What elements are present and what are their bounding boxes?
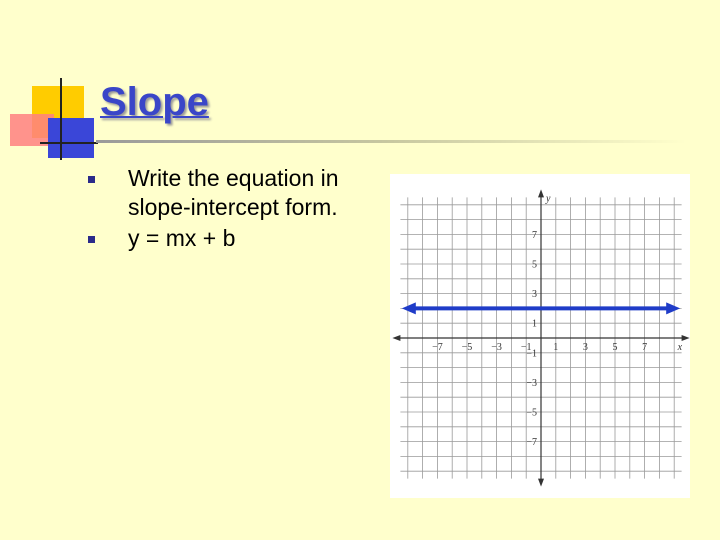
- bullet-item: [88, 164, 398, 222]
- bullet-text: Write the equation in slope-intercept form.: [128, 165, 339, 220]
- bullet-item: [88, 224, 398, 253]
- x-tick-label: 3: [582, 342, 588, 353]
- y-tick-label: −3: [526, 377, 537, 389]
- x-axis-right-arrow-icon: [682, 335, 690, 341]
- y-axis-up-arrow-icon: [538, 189, 544, 197]
- y-tick-label: −7: [526, 437, 537, 449]
- y-tick-label: −5: [526, 407, 537, 419]
- line-left-arrow-icon: [402, 302, 416, 314]
- y-axis-down-arrow-icon: [538, 479, 544, 487]
- x-tick-label: −3: [491, 342, 502, 353]
- decorative-vertical-line: [60, 78, 62, 160]
- bullet-marker-icon: [88, 236, 95, 243]
- x-tick-label: 7: [642, 342, 648, 353]
- decorative-horizontal-line: [40, 142, 98, 144]
- coordinate-graph: [390, 174, 690, 498]
- y-tick-label: −1: [526, 348, 537, 360]
- y-tick-label: 3: [532, 289, 537, 301]
- title-divider: [96, 140, 686, 143]
- y-axis-label: y: [546, 193, 551, 205]
- x-axis-left-arrow-icon: [392, 335, 400, 341]
- line-right-arrow-icon: [666, 302, 680, 314]
- x-tick-label: −7: [432, 342, 443, 353]
- bullet-marker-icon: [88, 176, 95, 183]
- graph-svg: [390, 174, 690, 498]
- x-tick-label: −5: [461, 342, 473, 353]
- x-tick-label: 1: [553, 342, 559, 353]
- bullet-text: y = mx + b: [128, 225, 236, 251]
- x-tick-label: 5: [612, 342, 618, 353]
- bullet-list: [88, 164, 398, 255]
- x-tick-label: −1: [520, 342, 532, 353]
- x-axis-label: x: [677, 342, 683, 353]
- decorative-blue-square: [48, 118, 94, 158]
- slide-title: Slope: [100, 80, 209, 124]
- y-tick-label: 1: [532, 318, 537, 330]
- y-tick-label: 7: [532, 229, 537, 241]
- y-tick-label: 5: [532, 259, 537, 271]
